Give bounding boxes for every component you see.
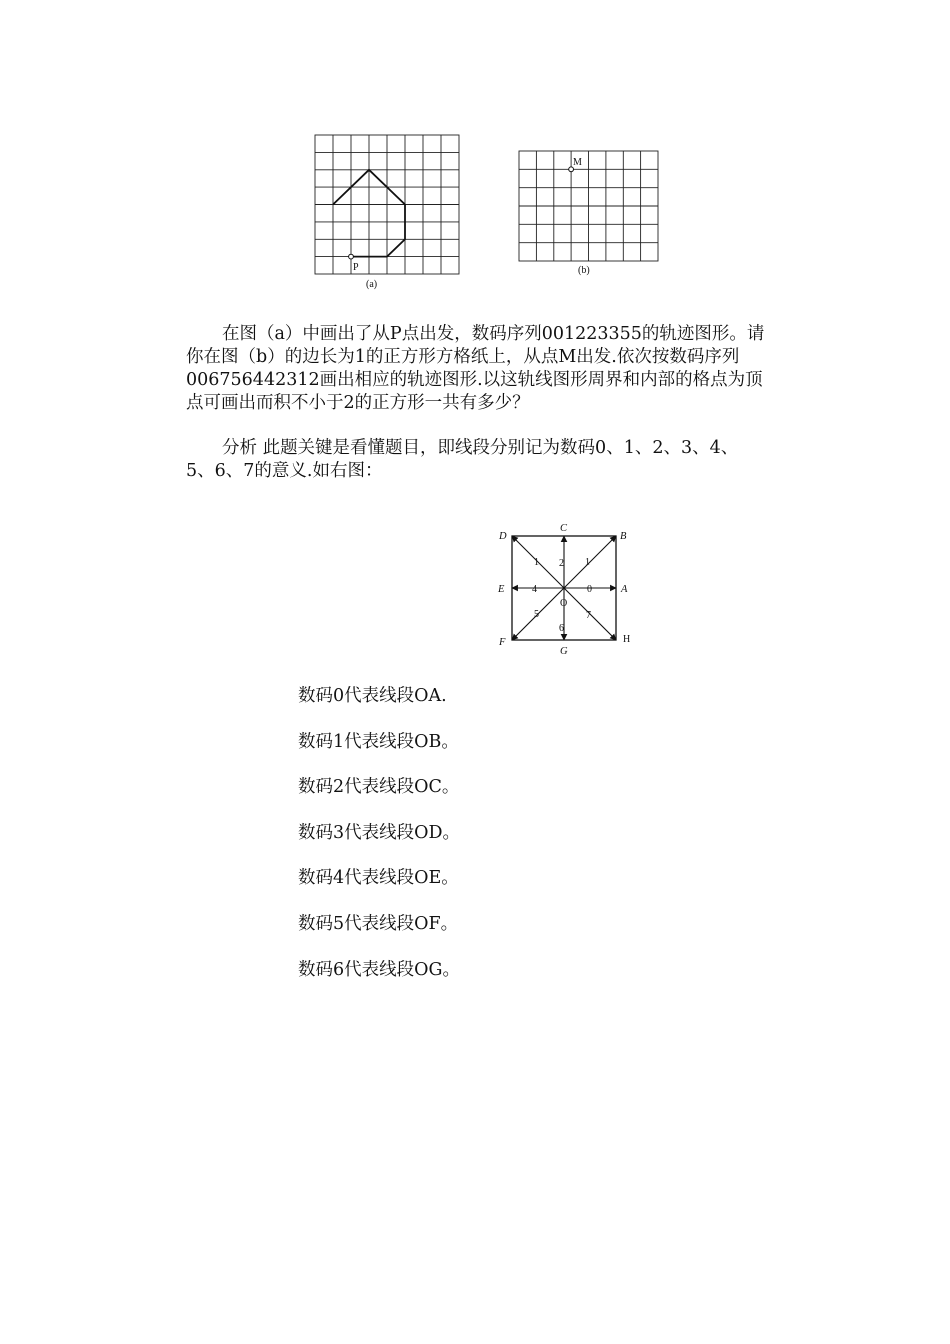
label-f: F xyxy=(499,637,506,648)
label-h: H xyxy=(623,634,631,645)
label-b: B xyxy=(620,531,627,542)
label-a: A xyxy=(621,584,628,595)
problem-line: 在图（a）中画出了从P点出发，数码序列001223355的轨迹图形。请 xyxy=(222,324,765,344)
problem-line: 006756442312画出相应的轨迹图形.以这轨线图形周界和内部的格点为顶 xyxy=(186,370,763,390)
label-o: O xyxy=(560,598,568,609)
analysis-paragraph xyxy=(186,437,796,483)
digit-og: 6 xyxy=(559,623,564,634)
figure-b xyxy=(516,148,662,278)
segment-ob xyxy=(564,536,616,588)
problem-paragraph xyxy=(186,323,796,415)
definition-0: 数码0代表线段OA. xyxy=(298,686,447,706)
digit-od: 1 xyxy=(534,557,539,568)
analysis-line: 5、6、7的意义.如右图： xyxy=(186,461,383,481)
definition-1: 数码1代表线段OB。 xyxy=(298,732,459,752)
label-p: P xyxy=(353,262,359,273)
definition-2: 数码2代表线段OC。 xyxy=(298,777,460,797)
label-d: D xyxy=(499,531,507,542)
caption-a: (a) xyxy=(366,279,378,290)
figure-a xyxy=(312,132,464,292)
digit-of: 5 xyxy=(534,609,539,620)
digit-oc: 2 xyxy=(559,558,564,569)
digit-ob: 1 xyxy=(585,557,590,568)
definition-5: 数码5代表线段OF。 xyxy=(298,914,459,934)
label-c: C xyxy=(560,523,568,534)
analysis-line: 分析 此题关键是看懂题目，即线段分别记为数码0、1、2、3、4、 xyxy=(222,438,739,458)
definition-6: 数码6代表线段OG。 xyxy=(298,960,460,980)
definition-4: 数码4代表线段OE。 xyxy=(298,868,459,888)
caption-b: (b) xyxy=(578,265,590,276)
label-m: M xyxy=(573,157,582,168)
digit-oh: 7 xyxy=(586,610,591,621)
direction-diagram xyxy=(494,518,636,660)
label-e: E xyxy=(498,584,505,595)
problem-line: 你在图（b）的边长为1的正方形方格纸上，从点M出发.依次按数码序列 xyxy=(186,347,740,367)
digit-oa: 0 xyxy=(587,584,592,595)
digit-oe: 4 xyxy=(532,584,537,595)
point-p xyxy=(349,254,354,259)
definition-3: 数码3代表线段OD。 xyxy=(298,823,461,843)
grid-a xyxy=(315,135,459,274)
problem-line: 点可画出而积不小于2的正方形一共有多少？ xyxy=(186,393,530,413)
grid-b xyxy=(519,151,658,261)
label-g: G xyxy=(560,646,568,657)
